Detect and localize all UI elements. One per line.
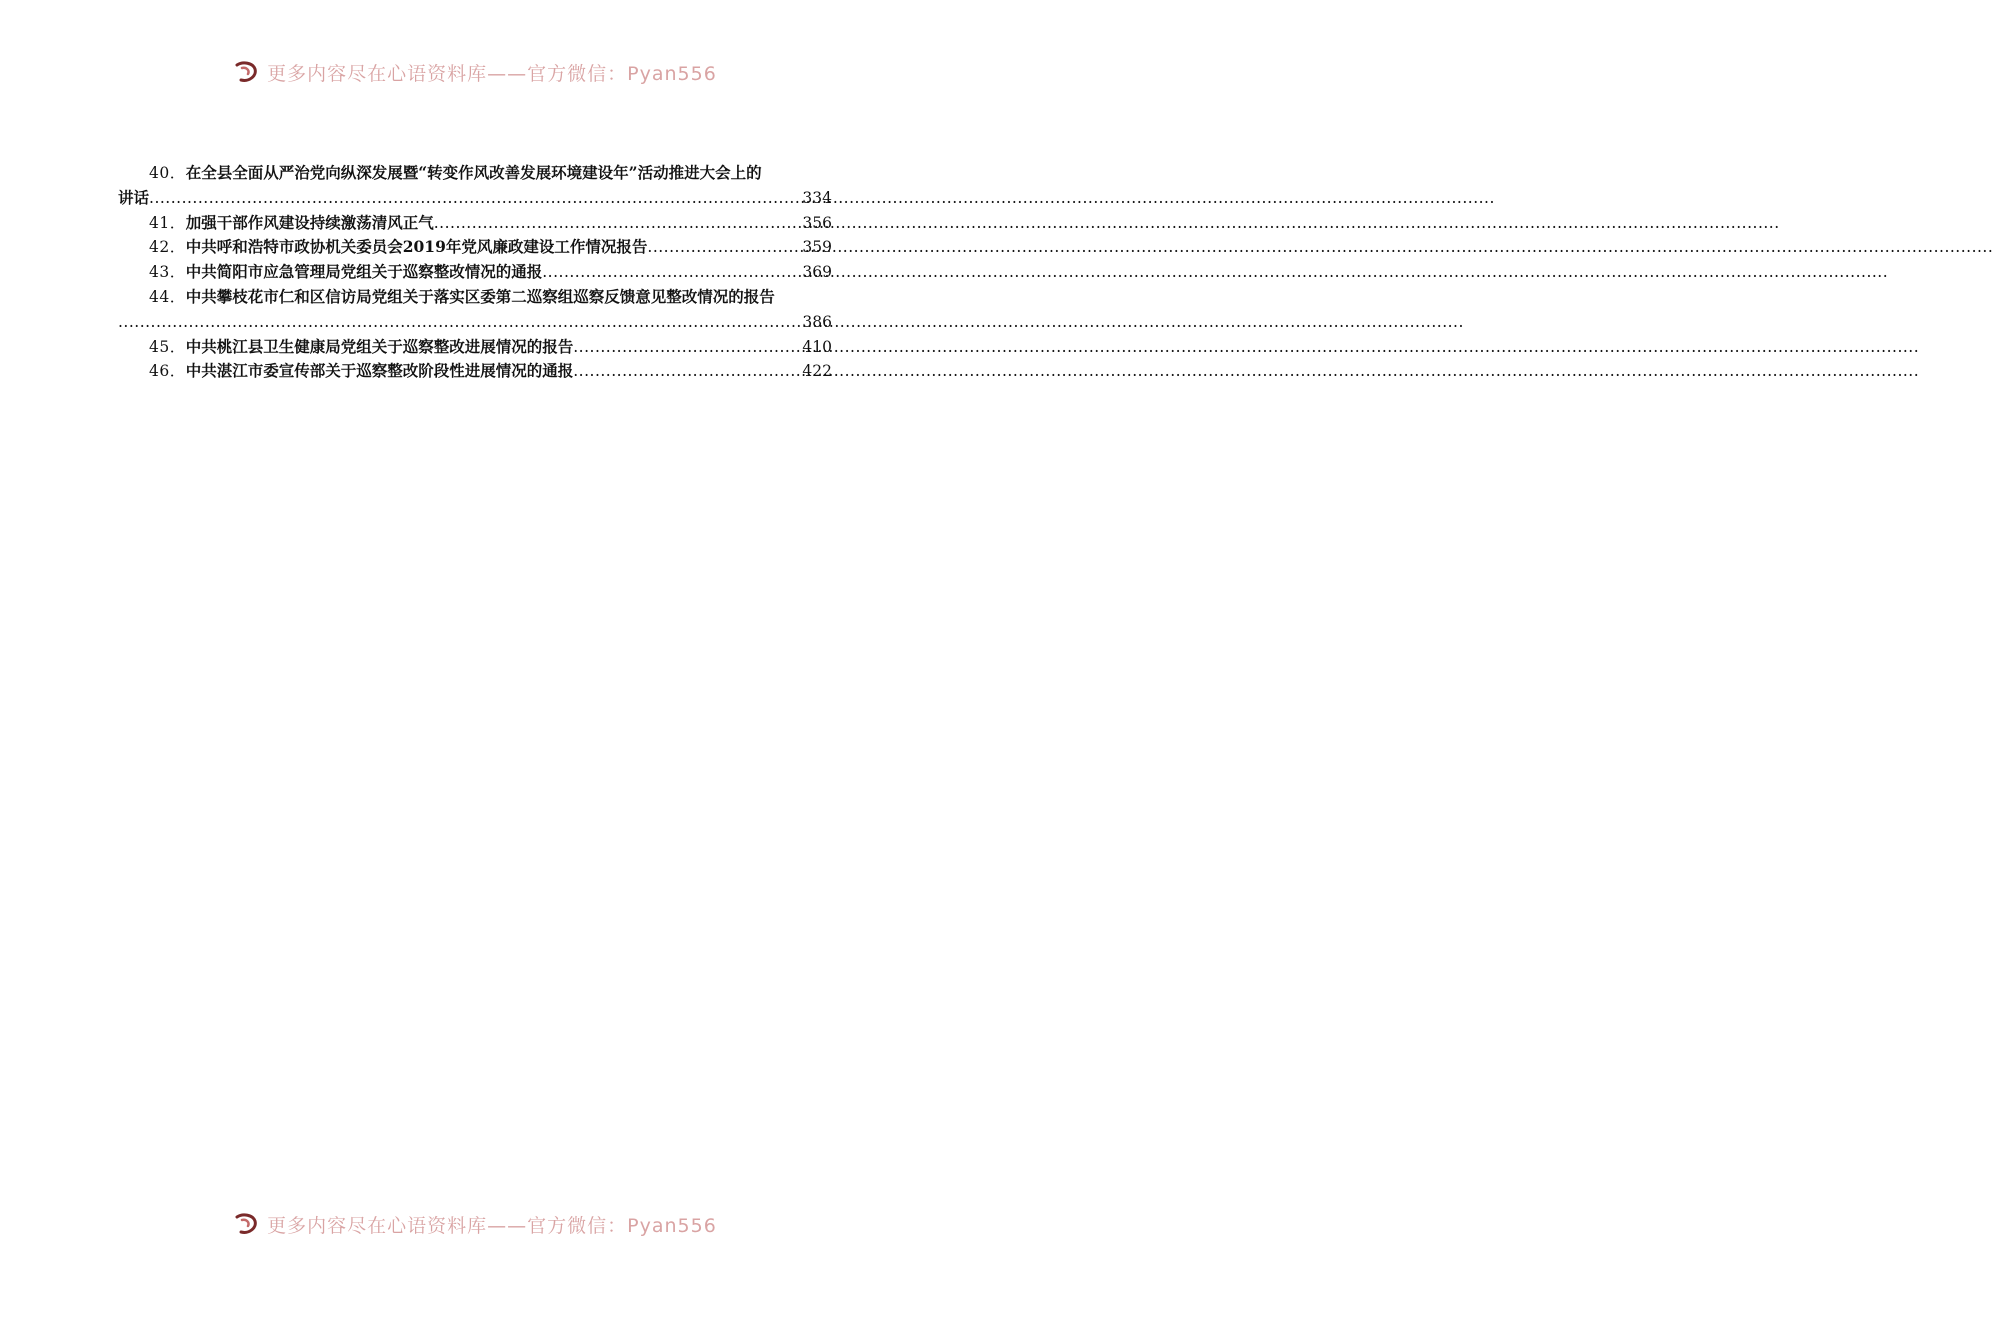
header-watermark-text: 更多内容尽在心语资料库——官方微信：Pyan556 <box>267 62 717 85</box>
toc-entry-title: 加强干部作风建设持续激荡清风正气 <box>185 212 434 232</box>
toc-entry-line <box>118 260 832 285</box>
toc-entry-page: 369 <box>802 263 832 282</box>
footer-watermark <box>0 1209 950 1239</box>
toc-entry-page: 386 <box>802 312 832 331</box>
toc-entry-number: 42． <box>149 238 186 257</box>
toc-entry-number: 44． <box>149 287 186 306</box>
toc-entry-line <box>118 310 832 335</box>
toc-entry-page: 422 <box>802 362 832 381</box>
toc-entry-page: 356 <box>802 213 832 232</box>
toc-leader-dots <box>647 235 800 260</box>
toc-entry-43[interactable] <box>118 260 832 285</box>
toc-entry-number: 45． <box>149 337 186 356</box>
toc-entry-line <box>118 359 832 384</box>
toc-entry-number: 41． <box>149 213 186 232</box>
toc-entry-title: 中共桃江县卫生健康局党组关于巡察整改进展情况的报告 <box>185 336 574 356</box>
toc-entry-title: 中共简阳市应急管理局党组关于巡察整改情况的通报 <box>185 262 543 282</box>
toc-entry-line <box>118 285 832 310</box>
toc-entry-line <box>118 235 832 260</box>
toc-leader-dots <box>118 310 800 335</box>
toc-entry-page: 410 <box>802 337 832 356</box>
toc-entry-line <box>118 161 832 186</box>
toc-leader-dots <box>149 186 800 211</box>
toc-leader-dots <box>573 359 800 384</box>
header-watermark <box>0 57 950 87</box>
toc-entry-title: 中共攀枝花市仁和区信访局党组关于落实区委第二巡察组巡察反馈意见整改情况的报告 <box>185 286 775 306</box>
toc-entry-title: 中共呼和浩特市政协机关委员会2019年党风廉政建设工作情况报告 <box>185 237 648 257</box>
brand-logo-icon <box>233 59 259 85</box>
table-of-contents <box>118 161 832 384</box>
toc-entry-number: 43． <box>149 263 186 282</box>
toc-entry-line <box>118 186 832 211</box>
toc-entry-line <box>118 211 832 236</box>
toc-entry-page: 334 <box>802 188 832 207</box>
toc-entry-page: 359 <box>802 238 832 257</box>
toc-entry-title: 在全县全面从严治党向纵深发展暨“转变作风改善发展环境建设年”活动推进大会上的 <box>185 163 762 182</box>
toc-entry-title-continued: 讲话 <box>118 187 150 207</box>
toc-leader-dots <box>573 335 800 360</box>
toc-leader-dots <box>434 211 801 236</box>
toc-entry-42[interactable] <box>118 235 832 260</box>
toc-entry-title: 中共湛江市委宣传部关于巡察整改阶段性进展情况的通报 <box>185 361 574 381</box>
toc-entry-45[interactable] <box>118 335 832 360</box>
toc-entry-number: 40． <box>149 164 186 182</box>
toc-entry-44[interactable] <box>118 285 832 335</box>
toc-leader-dots <box>542 260 800 285</box>
brand-logo-icon <box>233 1211 259 1237</box>
toc-entry-46[interactable] <box>118 359 832 384</box>
toc-entry-40[interactable] <box>118 161 832 211</box>
toc-entry-line <box>118 335 832 360</box>
toc-entry-41[interactable] <box>118 211 832 236</box>
toc-entry-number: 46． <box>149 362 186 381</box>
footer-watermark-text: 更多内容尽在心语资料库——官方微信：Pyan556 <box>267 1214 717 1237</box>
